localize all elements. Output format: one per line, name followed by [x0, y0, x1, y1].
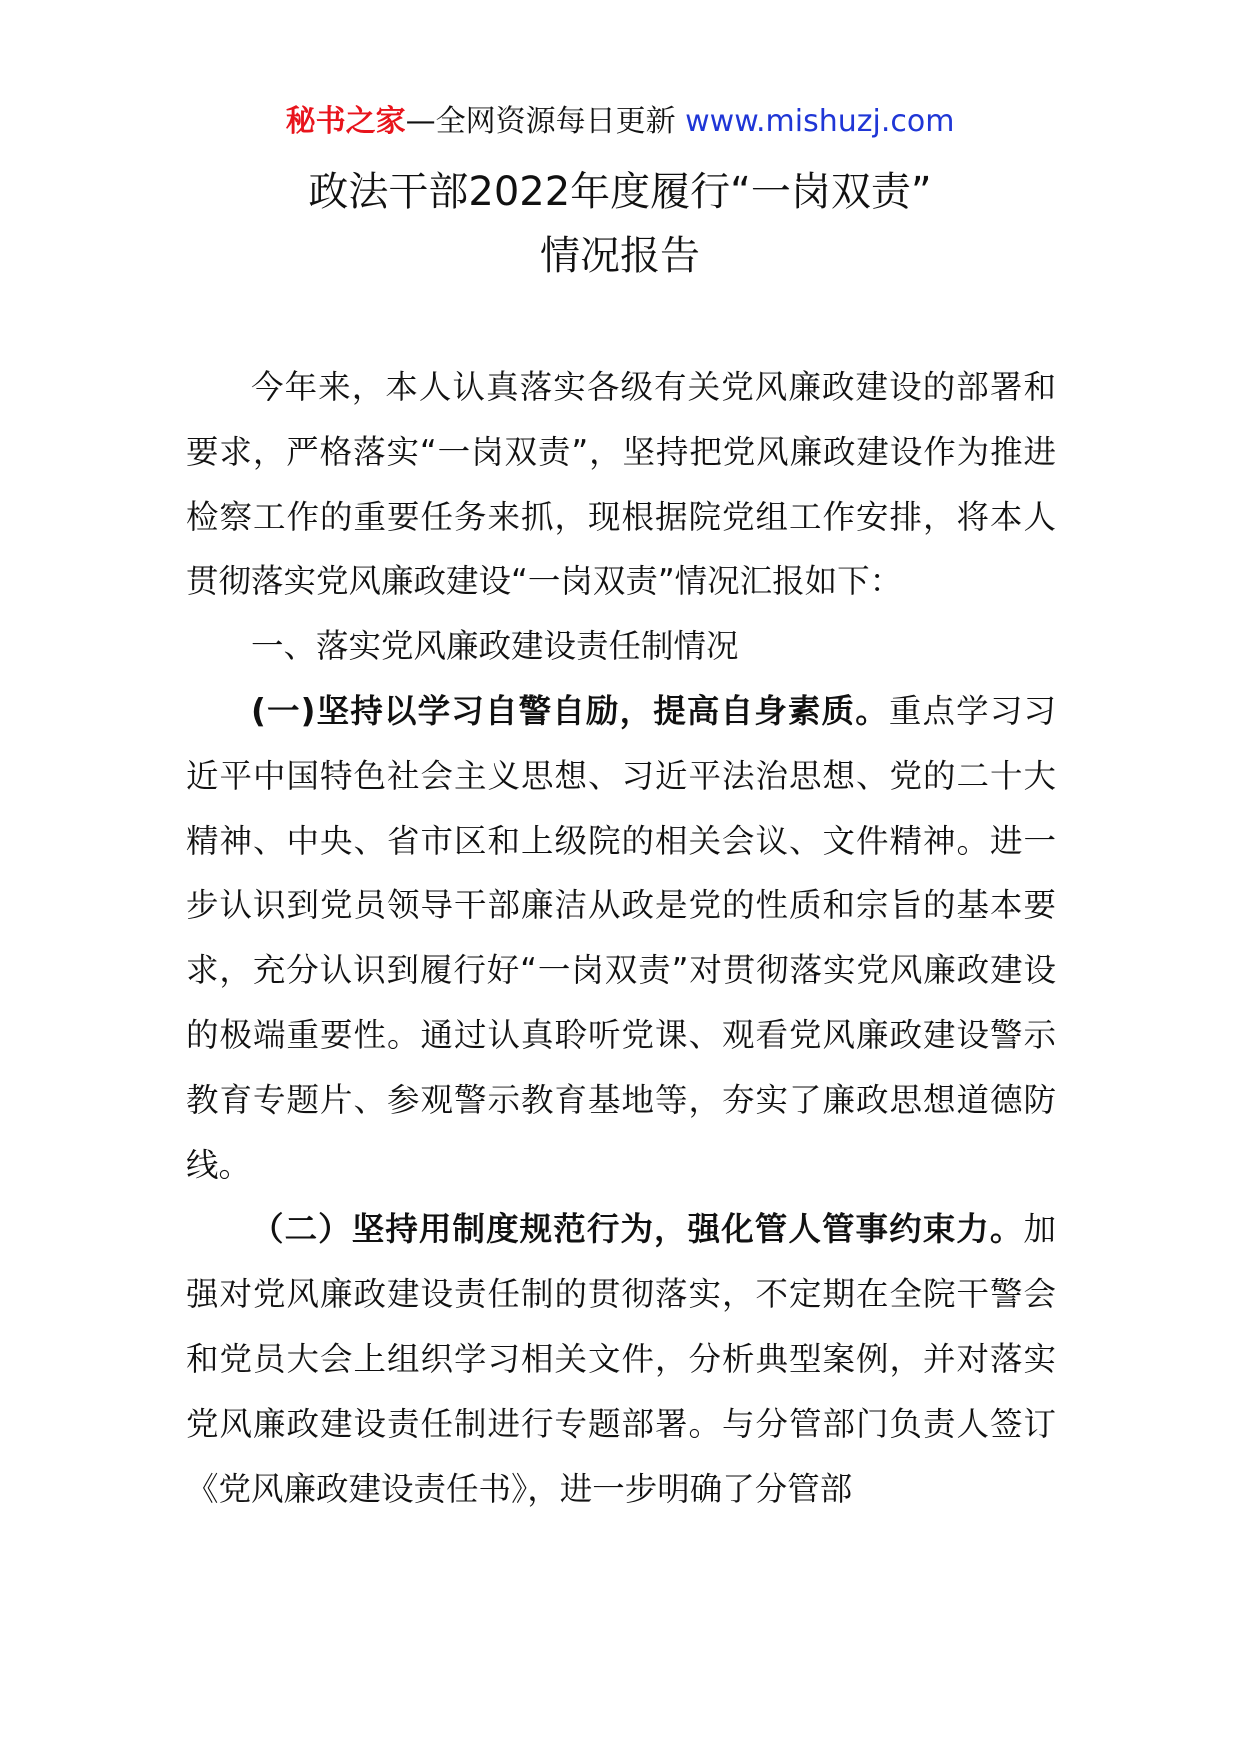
item-2-text: 加强对党风廉政建设责任制的贯彻落实，不定期在全院干警会和党员大会上组织学习相关文件，分析典型案例，并对落实党风廉政建设责任制进行专题部署。与分管部门负责人签订《党风廉政建设责任书》，进一步明确了分管部 [186, 1210, 1056, 1508]
item-2-paragraph [186, 1197, 1056, 1521]
item-1-text: 重点学习习近平中国特色社会主义思想、习近平法治思想、党的二十大精神、中央、省市区和上级院的相关会议、文件精神。进一步认识到党员领导干部廉洁从政是党的性质和宗旨的基本要求，充分认识到履行好“一岗双责”对贯彻落实党风廉政建设的极端重要性。通过认真聆听党课、观看党风廉政建设警示教育专题片、参观警示教育基地等，夯实了廉政思想道德防线。 [186, 691, 1056, 1184]
document-title [0, 160, 1240, 288]
document-body [186, 355, 1056, 1521]
item-2-heading: （二）坚持用制度规范行为，强化管人管事约束力。 [251, 1210, 1024, 1249]
site-header [0, 100, 1240, 144]
title-line-2: 情况报告 [540, 233, 700, 279]
site-url-link[interactable]: www.mishuzj.com [685, 104, 955, 139]
section-1-heading: 一、落实党风廉政建设责任制情况 [251, 627, 739, 666]
header-tagline: —全网资源每日更新 [405, 104, 676, 139]
item-1-heading: (一)坚持以学习自警自励，提高自身素质。 [251, 691, 889, 730]
item-1-paragraph [186, 679, 1056, 1197]
title-line-1: 政法干部2022年度履行“一岗双责” [308, 169, 932, 215]
intro-paragraph: 今年来，本人认真落实各级有关党风廉政建设的部署和要求，严格落实“一岗双责”，坚持把党风廉政建设作为推进检察工作的重要任务来抓，现根据院党组工作安排，将本人贯彻落实党风廉政建设“一岗双责”情况汇报如下： [186, 368, 1056, 601]
brand-name: 秘书之家 [285, 104, 406, 139]
